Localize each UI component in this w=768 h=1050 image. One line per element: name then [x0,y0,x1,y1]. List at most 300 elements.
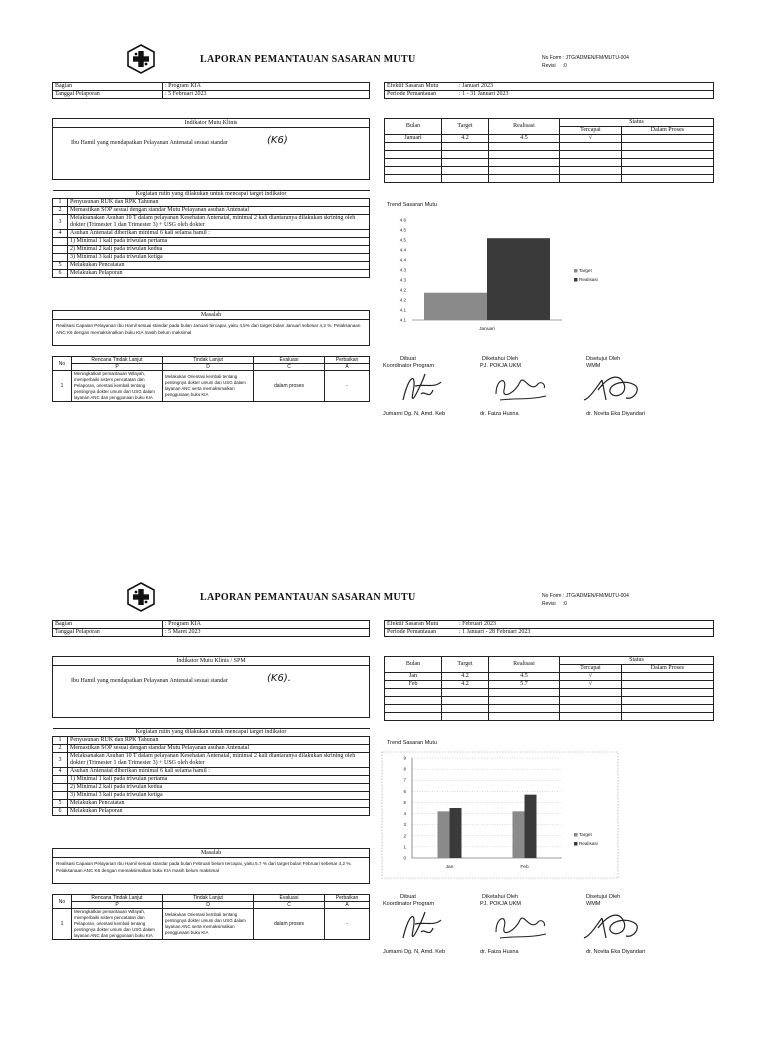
form-no: : JTG/ADMEN/FM/MUTU-004 [562,593,629,599]
status-cell [560,175,622,183]
status-cell [621,151,713,159]
kegiatan-text: 2) Minimal 2 kali pada triwulan kedua [68,246,370,254]
sig-name: Jumarni Dg. N, Amd. Keb [383,949,446,955]
kegiatan-text: 1) Minimal 1 kali pada triwulan pertama [68,776,370,784]
status-row [385,689,714,697]
status-cell [621,713,713,721]
kegiatan-row [53,784,370,792]
status-cell [560,689,622,697]
bar-realisasi [525,795,537,858]
rtl-tindak: Melakukan Orientasi kembali tentang pentingnya dokter umum dan USG dalam layanan ANC serta memaksimalkan penggunaan buku KIA [163,909,254,940]
y-tick-label: 5 [403,799,406,805]
col-tercapai: Tercapai [560,127,622,135]
status-cell: 5.7 [489,681,560,689]
bar-realisasi [450,808,462,858]
masalah-box [52,848,370,884]
kegiatan-text: Penyusunan RUK dan RPK Tahunan [68,737,370,745]
kegiatan-row [53,246,370,254]
sig-role: Disetujui Oleh [586,894,621,900]
form-meta [542,592,629,608]
trend-title: Trend Sasaran Mutu [387,202,437,208]
kegiatan-text: Memastikan SOP sesuai dengan standar Mutu Pelayanan asuhan Antenatal [68,745,370,753]
kegiatan-row [53,199,370,207]
status-cell [489,689,560,697]
kegiatan-no: 2 [53,207,68,215]
kegiatan-no [53,246,68,254]
y-tick-label: 4.1 [399,317,406,323]
sig-position: WMM [586,901,601,907]
revisi-value: :0 [562,63,567,69]
kegiatan-body [53,199,370,278]
kegiatan-row [53,737,370,745]
y-tick-label: 3 [403,822,406,828]
status-row [385,143,714,151]
y-tick-label: 4.3 [399,277,406,283]
tanggal-label: Tanggal Pelaporan [53,629,163,637]
sig-role: Diketahui Oleh [482,894,519,900]
legend-label: Realisasi [579,277,598,282]
rtl-table [52,356,370,402]
rtl-sub-p: P [72,902,163,909]
kegiatan-text: 3) Minimal 3 kali pada triwulan ketiga [68,254,370,262]
status-cell [621,167,713,175]
status-cell [489,713,560,721]
masalah-text: Realisasi Capaian Pelayanan Ibu Hamil sesuai standar pada bulan Januari tercapai, yaitu 4,5% dari target bulan Januari sebesar 4,2 %. Pelaksanaan ANC K6 dengan memaksimalkan buku KIA masih belum maksimal [56,323,361,335]
indikator-handwritten: (K6). [267,673,291,684]
col-realisasi: Realisasi [489,119,560,135]
signature-mark [580,908,650,946]
revisi-value: :0 [562,601,567,607]
kegiatan-row [53,808,370,816]
meta-left-table [52,82,370,99]
status-cell [385,167,442,175]
kegiatan-table [52,728,370,816]
signature-mark [486,370,556,408]
y-tick-label: 1 [403,844,406,850]
status-cell [560,143,622,151]
y-tick-label: 4 [403,811,406,817]
rtl-sub-c: C [254,364,325,371]
kegiatan-no: 4 [53,230,68,238]
status-cell [385,151,442,159]
kegiatan-text: Melakukan Pelaporan [68,808,370,816]
signature-diketahui [480,894,556,956]
status-cell [560,159,622,167]
status-cell [560,713,622,721]
kegiatan-row [53,768,370,776]
status-cell [489,143,560,151]
status-row [385,705,714,713]
tanggal-label: Tanggal Pelaporan [53,91,163,99]
periode-label: Periode Pemantauan [385,629,458,637]
y-tick-label: 4.2 [399,297,406,303]
rtl-col-tindak: Tindak Lanjut [163,895,254,902]
masalah-header: Masalah [53,311,369,320]
form-no-label: No Form [542,593,562,599]
legend-swatch [574,842,578,846]
status-row [385,167,714,175]
status-cell: Feb [385,681,442,689]
kegiatan-table [52,190,370,278]
kegiatan-no: 5 [53,800,68,808]
kegiatan-text: Melakukan Pencatatan [68,800,370,808]
kegiatan-no [53,238,68,246]
status-cell: √ [560,681,622,689]
bar-target [513,811,525,858]
status-cell [489,151,560,159]
puskesmas-logo-icon [126,582,156,612]
y-tick-label: 4.2 [399,287,406,293]
kegiatan-no: 3 [53,753,68,768]
signature-mark [395,908,455,946]
status-cell [489,167,560,175]
kegiatan-row [53,776,370,784]
report-sheet [0,538,768,1050]
col-bulan: Bulan [385,657,442,673]
indikator-header: Indikator Mutu Klinis / SPM [53,657,369,666]
masalah-box [52,310,370,346]
bagian-value: : Program KIA [163,83,370,91]
col-dalam-proses: Dalam Proses [621,665,713,673]
status-table-body [385,673,714,721]
y-tick-label: 7 [403,777,406,783]
status-cell [385,689,442,697]
kegiatan-row [53,745,370,753]
kegiatan-no: 5 [53,262,68,270]
signature-dibuat [383,894,455,956]
y-tick-label: 2 [403,833,406,839]
rtl-col-rencana: Rencana Tindak Lanjut [72,895,163,902]
kegiatan-no [53,776,68,784]
status-cell [560,167,622,175]
status-cell [621,143,713,151]
status-table [384,656,714,721]
kegiatan-no: 1 [53,199,68,207]
status-cell [385,713,442,721]
y-tick-label: 4.4 [399,257,406,263]
status-row [385,697,714,705]
kegiatan-no: 1 [53,737,68,745]
kegiatan-row [53,792,370,800]
status-cell [560,151,622,159]
status-cell [621,697,713,705]
status-cell [621,689,713,697]
bar-target [438,811,450,858]
status-row [385,135,714,143]
form-meta [542,54,629,70]
kegiatan-text: Melaksanakan Asuhan 10 T dalam pelayanan Kesehatan Antenatal, minimal 2 kali diantaranya dilakukan skrining oleh dokter (Trimester 1 dan Trimester 3) + USG oleh dokter [68,753,370,768]
signature-mark [486,908,556,946]
indikator-box [52,118,370,180]
rtl-sub-d: D [163,902,254,909]
status-cell [385,175,442,183]
report-sheet [0,0,768,512]
status-row [385,681,714,689]
legend-swatch [574,269,578,273]
status-cell [621,159,713,167]
col-bulan: Bulan [385,119,442,135]
rtl-sub-a: A [325,364,370,371]
rtl-evaluasi: dalam proses [254,909,325,940]
sig-position: PJ. POKJA UKM [480,363,521,369]
sig-name: dr. Novita Eka Diyandari [586,411,645,417]
rtl-sub-d: D [163,364,254,371]
rtl-sub-a: A [325,902,370,909]
status-cell [621,175,713,183]
sig-name: dr. Faiza Husna [480,411,519,417]
status-cell [442,705,489,713]
status-cell [442,159,489,167]
efektif-label: Efektif Sasaran Mutu [385,83,458,91]
y-tick-label: 8 [403,766,406,772]
kegiatan-text: Memastikan SOP sesuai dengan standar Mutu Pelayanan asuhan Antenatal [68,207,370,215]
rtl-row [53,371,370,402]
y-tick-label: 4.1 [399,307,406,313]
col-status: Status [560,119,714,127]
rtl-col-perbaikan: Perbaikan [325,357,370,364]
meta-right-table [384,620,714,637]
revisi-label: Revisi [542,601,556,607]
rtl-perbaikan: - [325,371,370,402]
rtl-table [52,894,370,940]
rtl-col-rencana: Rencana Tindak Lanjut [72,357,163,364]
status-cell: Jan [385,673,442,681]
status-cell [489,705,560,713]
tanggal-value: : 5 Februari 2023 [163,91,370,99]
y-tick-label: 0 [403,855,406,861]
rtl-rencana: Meningkatkan pemantauan Wilayah, memperbaiki sistem pencatatan dan Pelaporan, orientasi kembali tentang pentingnya dokter umum dan USG dalam layanan ANC dan penggunaan buku KIA [72,909,163,940]
status-cell [442,143,489,151]
kegiatan-row [53,262,370,270]
status-cell: √ [560,135,622,143]
kegiatan-row [53,753,370,768]
x-tick-label: Jan [445,865,454,870]
status-cell [621,673,713,681]
signature-dibuat [383,356,455,418]
col-tercapai: Tercapai [560,665,622,673]
legend-label: Target [579,268,592,273]
rtl-perbaikan: - [325,909,370,940]
kegiatan-text: Penyusunan RUK dan RPK Tahunan [68,199,370,207]
rtl-col-tindak: Tindak Lanjut [163,357,254,364]
rtl-rencana: Meningkatkan pemantauan Wilayah, memperbaiki sistem pencatatan dan Pelaporan, orientasi kembali tentang pentingnya dokter umum dan USG dalam layanan ANC dan penggunaan buku KIA [72,371,163,402]
x-tick-label: Feb [520,865,529,870]
signature-disetujui [586,356,650,418]
masalah-text: Realisasi Capaian Pelayanan Ibu Hamil sesuai standar pada bulan Februari belum tercapai, yaitu 5,7 % dari target bulan Februari sebesar 4,2 %. Pelaksanaan ANC K6 dengan memaksimalkan buku KIA masih belum maksimal [56,861,352,873]
periode-value: : 1 - 31 Januari 2023 [457,91,714,99]
kegiatan-header: Kegiatan rutin yang dilakukan untuk mencapai target indikator [53,729,370,737]
rtl-evaluasi: dalam proses [254,371,325,402]
y-tick-label: 4.6 [399,217,406,223]
sig-name: dr. Faiza Husna [480,949,519,955]
bar-realisasi [487,238,550,320]
kegiatan-row [53,270,370,278]
rtl-col-no: No [53,895,72,909]
status-cell [442,167,489,175]
bagian-value: : Program KIA [163,621,370,629]
status-cell: √ [560,673,622,681]
status-cell: 4.2 [442,673,489,681]
revisi-label: Revisi [542,63,556,69]
chart-frame [382,752,618,878]
status-cell [442,175,489,183]
status-table-body [385,135,714,183]
indikator-header: Indikator Mutu Klinis [53,119,369,128]
status-cell [489,175,560,183]
kegiatan-row [53,215,370,230]
status-row [385,175,714,183]
signature-disetujui [586,894,650,956]
kegiatan-no: 4 [53,768,68,776]
kegiatan-body [53,737,370,816]
status-cell: 4.5 [489,135,560,143]
status-table [384,118,714,183]
bagian-label: Bagian [53,621,163,629]
status-cell: 4.2 [442,135,489,143]
form-no: : JTG/ADMEN/FM/MUTU-004 [562,55,629,61]
y-tick-label: 4.3 [399,267,406,273]
kegiatan-row [53,230,370,238]
sig-position: WMM [586,363,601,369]
status-cell [385,143,442,151]
status-cell: Januari [385,135,442,143]
kegiatan-no: 6 [53,808,68,816]
kegiatan-no [53,784,68,792]
status-cell [442,713,489,721]
rtl-no: 1 [53,909,72,940]
sig-role: Disetujui Oleh [586,356,621,362]
status-row [385,673,714,681]
sig-name: dr. Novita Eka Diyandari [586,949,645,955]
status-cell [442,697,489,705]
kegiatan-row [53,238,370,246]
y-tick-label: 4.4 [399,247,406,253]
form-no-label: No Form [542,55,562,61]
rtl-row [53,909,370,940]
status-cell [489,159,560,167]
kegiatan-no: 2 [53,745,68,753]
sig-position: Koordinator Program [383,901,435,907]
rtl-sub-p: P [72,364,163,371]
status-cell [621,135,713,143]
trend-chart [380,750,620,880]
kegiatan-text: 1) Minimal 1 kali pada triwulan pertama [68,238,370,246]
periode-value: : 1 Januari - 28 Februari 2023 [457,629,714,637]
status-cell [385,159,442,167]
meta-right-table [384,82,714,99]
sig-role: Dibuat [400,356,416,362]
masalah-header: Masalah [53,849,369,858]
kegiatan-no: 3 [53,215,68,230]
kegiatan-row [53,207,370,215]
y-tick-label: 4.5 [399,237,406,243]
kegiatan-header: Kegiatan rutin yang dilakukan untuk mencapai target indikator [53,191,370,199]
status-row [385,151,714,159]
rtl-col-perbaikan: Perbaikan [325,895,370,902]
bagian-label: Bagian [53,83,163,91]
kegiatan-no [53,792,68,800]
rtl-col-evaluasi: Evaluasi [254,895,325,902]
status-row [385,713,714,721]
kegiatan-text: Melakukan Pencatatan [68,262,370,270]
trend-title: Trend Sasaran Mutu [387,740,437,746]
sig-position: PJ. POKJA UKM [480,901,521,907]
status-cell [442,151,489,159]
sig-role: Dibuat [400,894,416,900]
indikator-handwritten: (K6) [267,135,288,146]
periode-label: Periode Pemantauan [385,91,458,99]
kegiatan-text: Melakukan Pelaporan [68,270,370,278]
col-status: Status [560,657,714,665]
sig-role: Diketahui Oleh [482,356,519,362]
kegiatan-no [53,254,68,262]
legend-swatch [574,278,578,282]
legend-label: Realisasi [579,841,598,846]
sig-name: Jumarni Dg. N, Amd. Keb [383,411,446,417]
puskesmas-logo-icon [126,44,156,74]
indikator-box [52,656,370,718]
status-cell [560,697,622,705]
status-cell [385,697,442,705]
status-cell: 4.2 [442,681,489,689]
status-cell [560,705,622,713]
signature-mark [395,370,455,408]
col-dalam-proses: Dalam Proses [621,127,713,135]
rtl-no: 1 [53,371,72,402]
y-tick-label: 6 [403,788,406,794]
col-realisasi: Realisasi [489,657,560,673]
status-cell [621,681,713,689]
rtl-col-no: No [53,357,72,371]
legend-swatch [574,833,578,837]
status-cell [385,705,442,713]
kegiatan-text: Melaksanakan Asuhan 10 T dalam pelayanan Kesehatan Antenatal, minimal 2 kali diantaranya dilakukan skrining oleh dokter (Trimester 1 dan Trimester 3) + USG oleh dokter [68,215,370,230]
efektif-label: Efektif Sasaran Mutu [385,621,458,629]
y-tick-label: 4.5 [399,227,406,233]
signature-diketahui [480,356,556,418]
trend-chart [380,212,620,342]
kegiatan-text: 2) Minimal 2 kali pada triwulan kedua [68,784,370,792]
indikator-text: Ibu Hamil yang mendapatkan Pelayanan Antenatal sesuai standar [71,140,228,146]
col-target: Target [442,119,489,135]
indikator-text: Ibu Hamil yang mendapatkan Pelayanan Antenatal sesuai standar [71,678,228,684]
kegiatan-row [53,800,370,808]
kegiatan-text: 3) Minimal 3 kali pada triwulan ketiga [68,792,370,800]
bar-target [424,293,487,320]
rtl-tindak: Melakukan Orientasi kembali tentang pentingnya dokter umum dan USG dalam layanan ANC serta memaksimalkan penggunaan buku KIA [163,371,254,402]
legend-label: Target [579,832,592,837]
col-target: Target [442,657,489,673]
tanggal-value: : 5 Maret 2023 [163,629,370,637]
status-cell [442,689,489,697]
kegiatan-text: Asuhan Antenatal diberikan minimal 6 kali selama hamil : [68,230,370,238]
status-cell [489,697,560,705]
rtl-col-evaluasi: Evaluasi [254,357,325,364]
y-tick-label: 9 [403,755,406,761]
status-cell [621,705,713,713]
report-title: LAPORAN PEMANTAUAN SASARAN MUTU [200,54,416,65]
kegiatan-text: Asuhan Antenatal diberikan minimal 6 kali selama hamil : [68,768,370,776]
kegiatan-row [53,254,370,262]
rtl-sub-c: C [254,902,325,909]
report-title: LAPORAN PEMANTAUAN SASARAN MUTU [200,592,416,603]
x-tick-label: Januari [479,327,495,332]
sig-position: Koordinator Program [383,363,435,369]
status-row [385,159,714,167]
status-cell: 4.5 [489,673,560,681]
kegiatan-no: 6 [53,270,68,278]
efektif-value: : Februari 2023 [457,621,714,629]
